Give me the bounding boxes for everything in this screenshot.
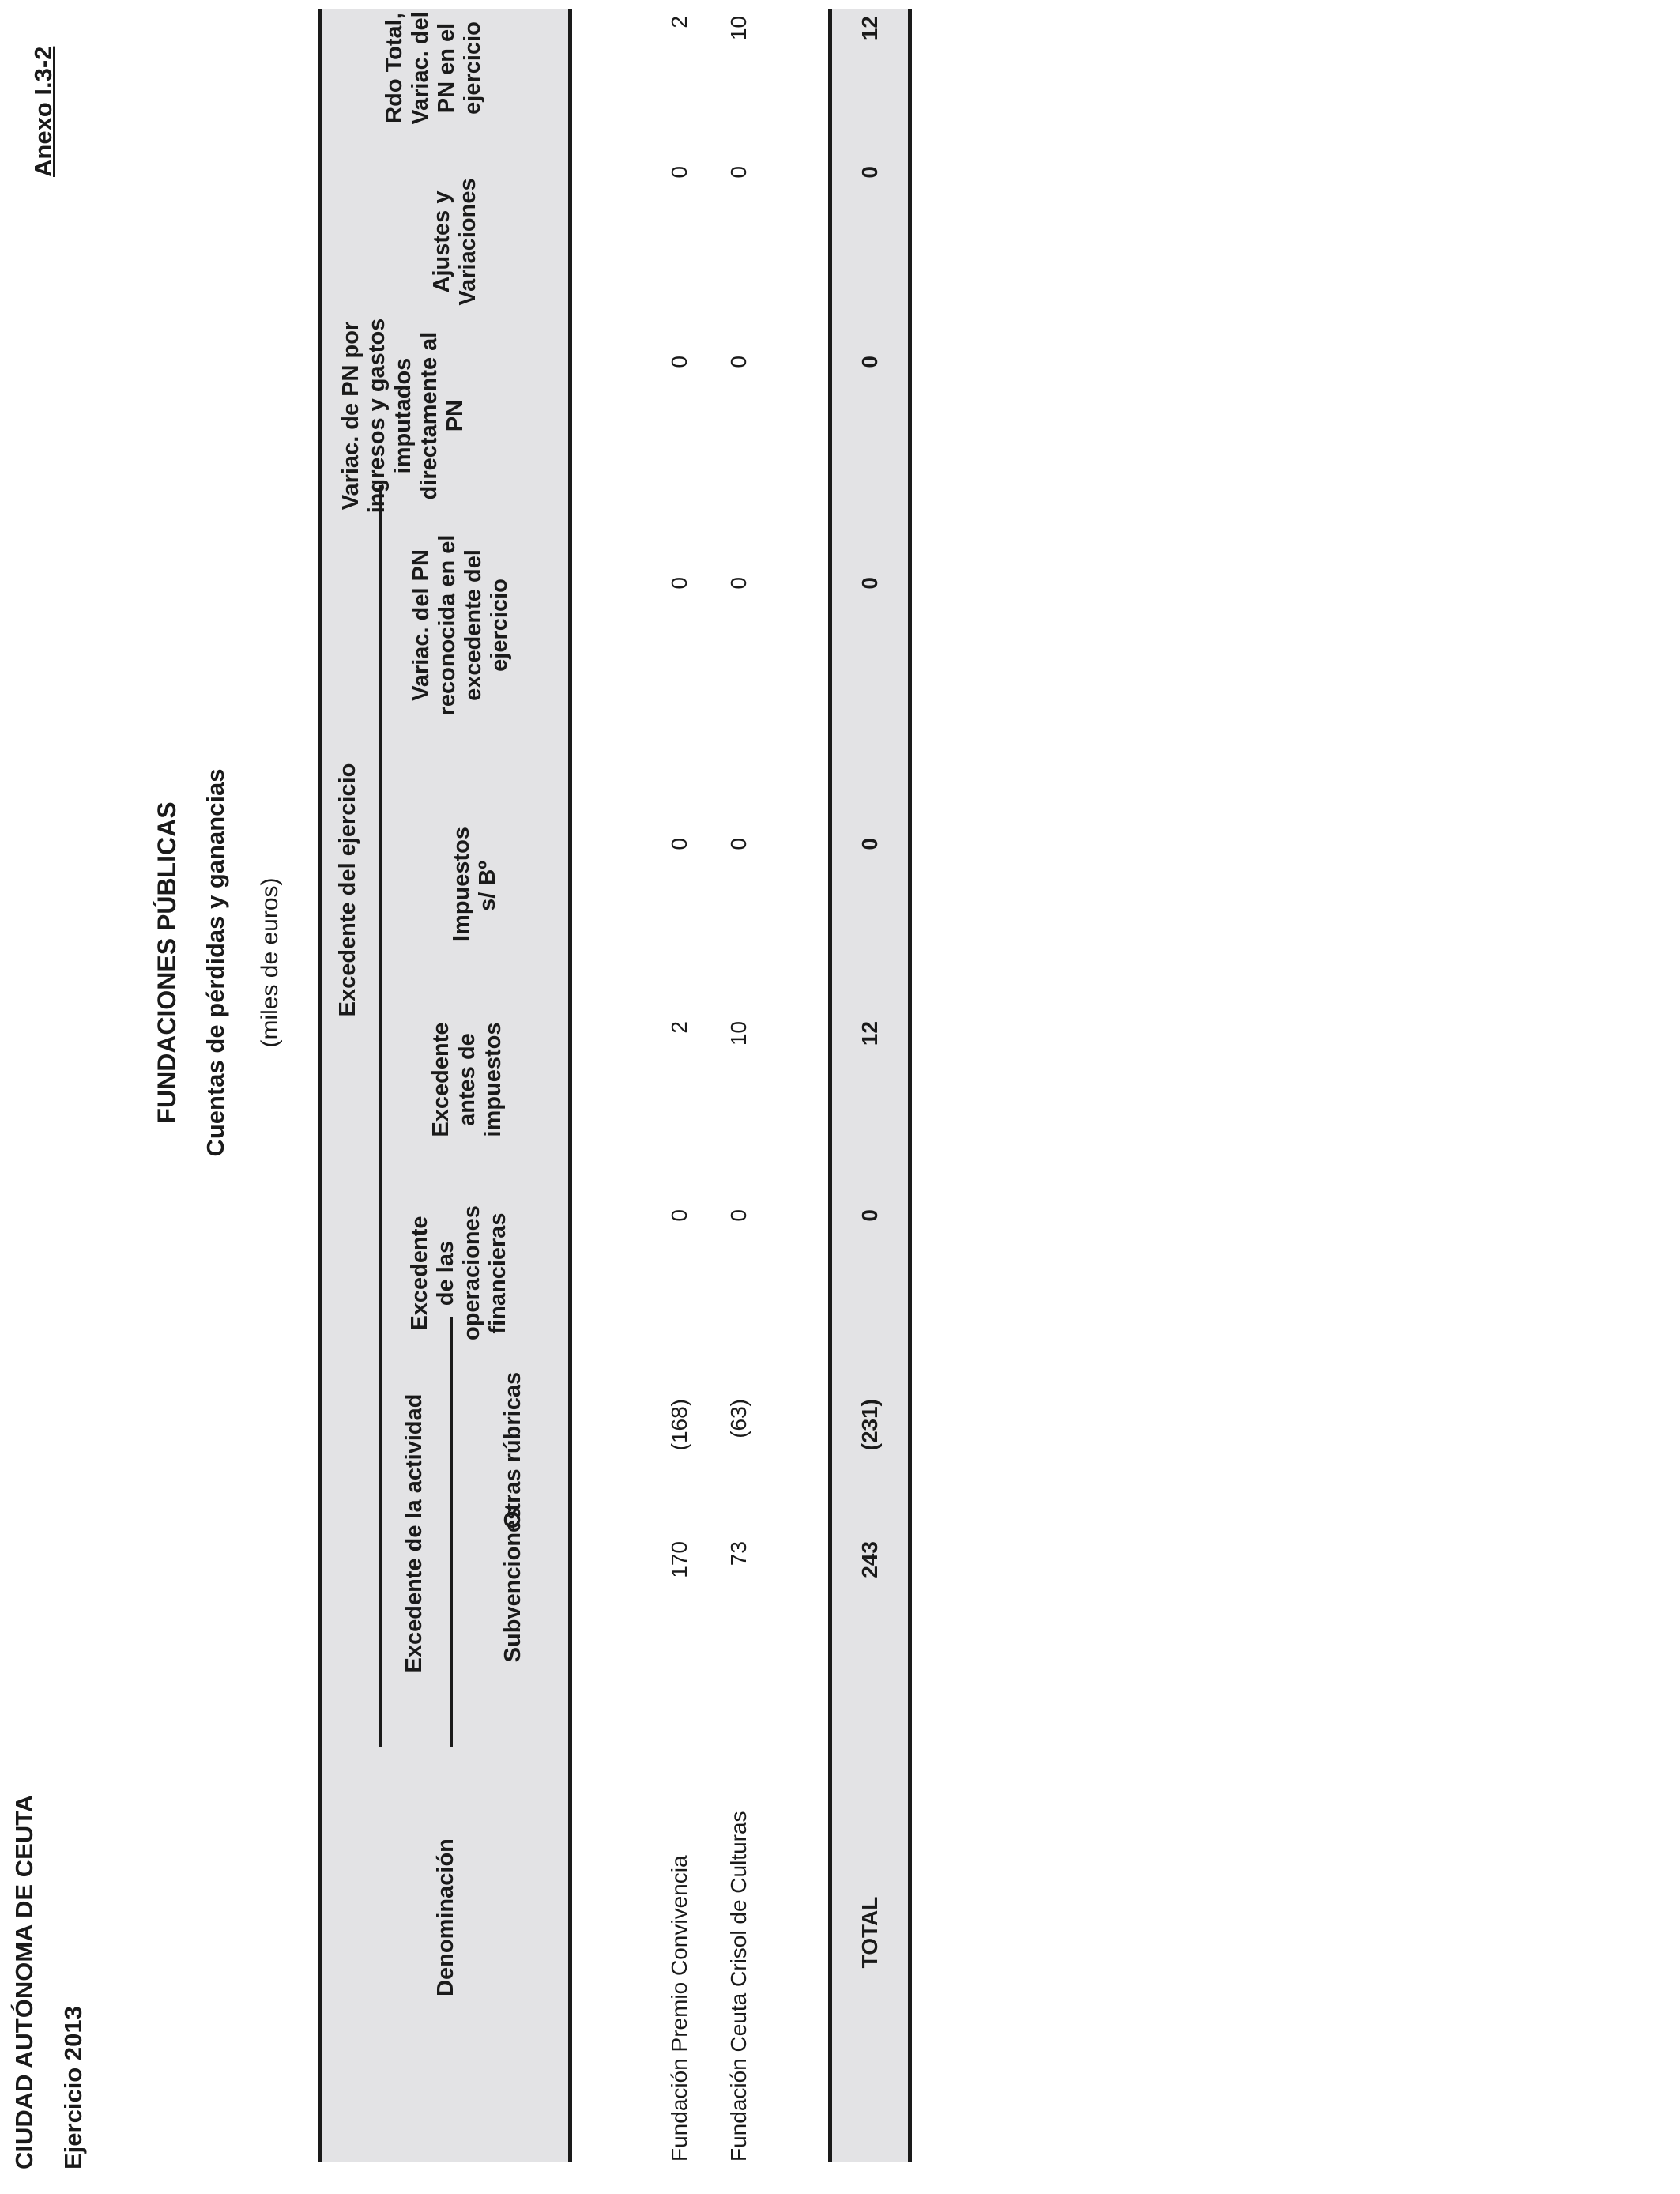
- excedente-actividad-rule: [450, 1317, 453, 1747]
- total-antes-impuestos: 12: [857, 1021, 882, 1046]
- row-2-rdo-total: 10: [726, 16, 751, 41]
- row-1-antes-impuestos: 2: [667, 1021, 691, 1034]
- row-1-operaciones-financieras: 0: [667, 1209, 691, 1222]
- total-ajustes-variaciones: 0: [857, 166, 882, 179]
- row-1-otras-rubricas: (168): [667, 1399, 691, 1451]
- total-subvenciones: 243: [857, 1541, 882, 1578]
- header-otras-rubricas: Otras rúbricas: [500, 1371, 525, 1529]
- institution-name: CIUDAD AUTÓNOMA DE CEUTA: [10, 1794, 38, 2169]
- row-2-operaciones-financieras: 0: [726, 1209, 751, 1222]
- annex-label: Anexo I.3-2: [29, 46, 57, 177]
- row-1-impuestos: 0: [667, 838, 691, 850]
- total-variac-pn-ingresos-gastos: 0: [857, 356, 882, 368]
- excedente-ejercicio-rule: [379, 485, 382, 1747]
- total-rdo-total: 12: [857, 16, 882, 41]
- header-denominacion: Denominación: [433, 1838, 458, 1996]
- header-variac-pn-ingresos-gastos: Variac. de PN por ingresos y gastos imputados directamente al PN: [338, 318, 469, 514]
- row-2-variac-pn-ingresos-gastos: 0: [726, 356, 751, 368]
- exercise-year: Ejercicio 2013: [59, 2006, 87, 2169]
- header-ajustes-variaciones: Ajustes y Variaciones: [429, 178, 481, 306]
- header-excedente-ejercicio: Excedente del ejercicio: [335, 763, 360, 1017]
- header-operaciones-financieras: Excedente de las operaciones financieras: [407, 1205, 511, 1340]
- row-1-subvenciones: 170: [667, 1541, 691, 1578]
- row-2-subvenciones: 73: [726, 1541, 751, 1566]
- total-operaciones-financieras: 0: [857, 1209, 882, 1222]
- total-variac-pn-reconocida: 0: [857, 577, 882, 590]
- header-top-rule: [318, 9, 322, 2162]
- header-antes-impuestos: Excedente antes de impuestos: [428, 1022, 507, 1137]
- row-1-name: Fundación Premio Convivencia: [667, 1855, 691, 2162]
- row-2-variac-pn-reconocida: 0: [726, 577, 751, 590]
- row-2-antes-impuestos: 10: [726, 1021, 751, 1046]
- row-2-name: Fundación Ceuta Crisol de Culturas: [726, 1811, 751, 2162]
- row-1-rdo-total: 2: [667, 16, 691, 28]
- row-2-otras-rubricas: (63): [726, 1399, 751, 1438]
- header-bottom-rule: [568, 9, 572, 2162]
- row-2-impuestos: 0: [726, 838, 751, 850]
- header-excedente-actividad: Excedente de la actividad: [401, 1393, 427, 1673]
- header-rdo-total: Rdo Total, Variac. del PN en el ejercicio: [382, 11, 486, 125]
- document-title: FUNDACIONES PÚBLICAS: [153, 801, 181, 1124]
- total-top-rule: [828, 9, 832, 2162]
- row-1-variac-pn-ingresos-gastos: 0: [667, 356, 691, 368]
- document-subtitle: Cuentas de pérdidas y ganancias: [202, 768, 229, 1157]
- total-label: TOTAL: [857, 1896, 882, 1969]
- row-1-ajustes-variaciones: 0: [667, 166, 691, 179]
- header-subvenciones: Subvenciones: [500, 1506, 525, 1663]
- row-2-ajustes-variaciones: 0: [726, 166, 751, 179]
- header-variac-pn-reconocida: Variac. del PN reconocida en el excedente del ejercicio: [409, 534, 513, 716]
- row-1-variac-pn-reconocida: 0: [667, 577, 691, 590]
- total-impuestos: 0: [857, 838, 882, 850]
- units-note: (miles de euros): [257, 877, 283, 1048]
- header-impuestos: Impuestos s/ Bº: [449, 826, 501, 941]
- total-bottom-rule: [908, 9, 912, 2162]
- total-otras-rubricas: (231): [857, 1399, 882, 1451]
